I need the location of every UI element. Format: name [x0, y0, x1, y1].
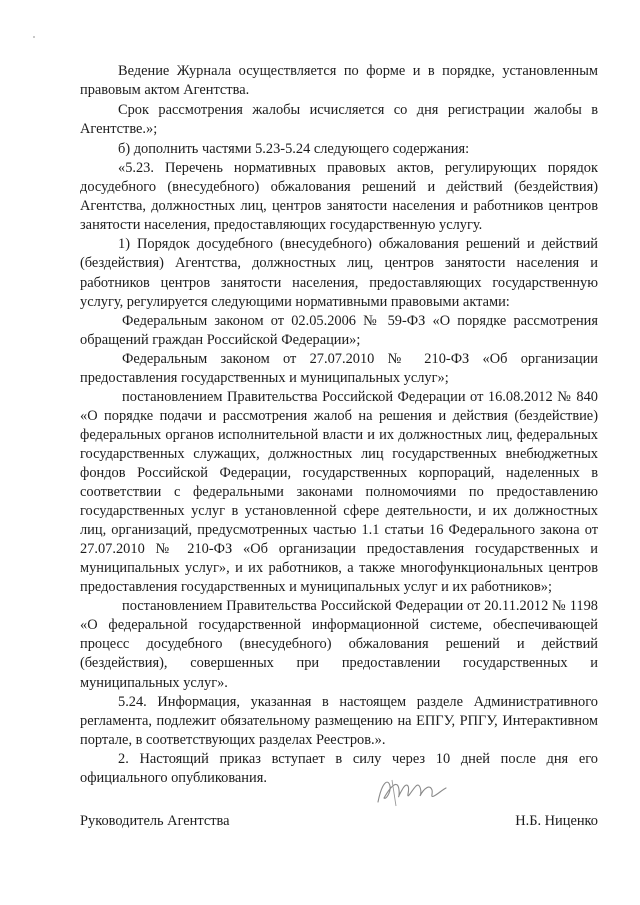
signature-mark	[372, 772, 452, 812]
signer-name: Н.Б. Ниценко	[515, 813, 598, 829]
paragraph-complaint-term: Срок рассмотрения жалобы исчисляется со дня регистрации жалобы в Агентстве.»;	[80, 102, 598, 138]
paragraph-5-23: «5.23. Перечень нормативных правовых актов, регулирующих порядок досудебного (внесудебного) обжалования решений и действий (бездействия) Агентства, должностных лиц, центров занятости населения и работников центров занятости населения, предоставляющих государственную услугу.	[80, 160, 598, 234]
paragraph-journal: Ведение Журнала осуществляется по форме и в порядке, установленным правовым актом Агентства.	[80, 63, 598, 99]
paragraph-law-210fz: Федеральным законом от 27.07.2010 № 210-ФЗ «Об организации предоставления государственных и муниципальных услуг»;	[80, 350, 598, 386]
paragraph-decree-1198: постановлением Правительства Российской Федерации от 20.11.2012 № 1198 «О федеральной государственной информационной системе, обеспечивающей процесс досудебного (внесудебного) обжалования решений и действий (бездействия), совершенных при предоставлении государственных и муниципальных услуг».	[80, 598, 598, 691]
paragraph-order-effective: 2. Настоящий приказ вступает в силу через 10 дней после дня его официального опубликования.	[80, 750, 598, 786]
scan-artifact	[33, 36, 35, 38]
paragraph-5-24: 5.24. Информация, указанная в настоящем разделе Административного регламента, подлежит обязательному размещению на ЕПГУ, РПГУ, Интерактивном портале, в соответствующих разделах Реестров.».	[80, 693, 598, 748]
paragraph-amendment-b: б) дополнить частями 5.23-5.24 следующего содержания:	[118, 141, 470, 158]
paragraph-decree-840: постановлением Правительства Российской Федерации от 16.08.2012 № 840 «О порядке подачи и рассмотрения жалоб на решения и действия (бездействие) федеральных органов исполнительной власти и их должностных лиц, федеральных государственных служащих, должностных лиц государственных внебюджетных фондов Российской Федерации, государственных корпораций, наделенных в соответствии с федеральными законами полномочиями по предоставлению государственных услуг в установленной сфере деятельности, и их должностных лиц, организаций, предусмотренных частью 1.1 статьи 16 Федерального закона от 27.07.2010 № 210-ФЗ «Об организации предоставления государственных и муниципальных услуг», и их работников, а также многофункциональных центров предоставления государственных и муниципальных услуг и их работников»;	[80, 388, 598, 596]
paragraph-law-59fz: Федеральным законом от 02.05.2006 № 59-ФЗ «О порядке рассмотрения обращений граждан Российской Федерации»;	[80, 312, 598, 348]
paragraph-5-23-item-1: 1) Порядок досудебного (внесудебного) обжалования решений и действий (бездействия) Агентства, должностных лиц, центров занятости населения и работников центров занятости населения, предоставляющих государственную услугу, регулируется следующими нормативными правовыми актами:	[80, 236, 598, 310]
document-body	[80, 62, 598, 788]
signer-position: Руководитель Агентства	[80, 813, 230, 829]
